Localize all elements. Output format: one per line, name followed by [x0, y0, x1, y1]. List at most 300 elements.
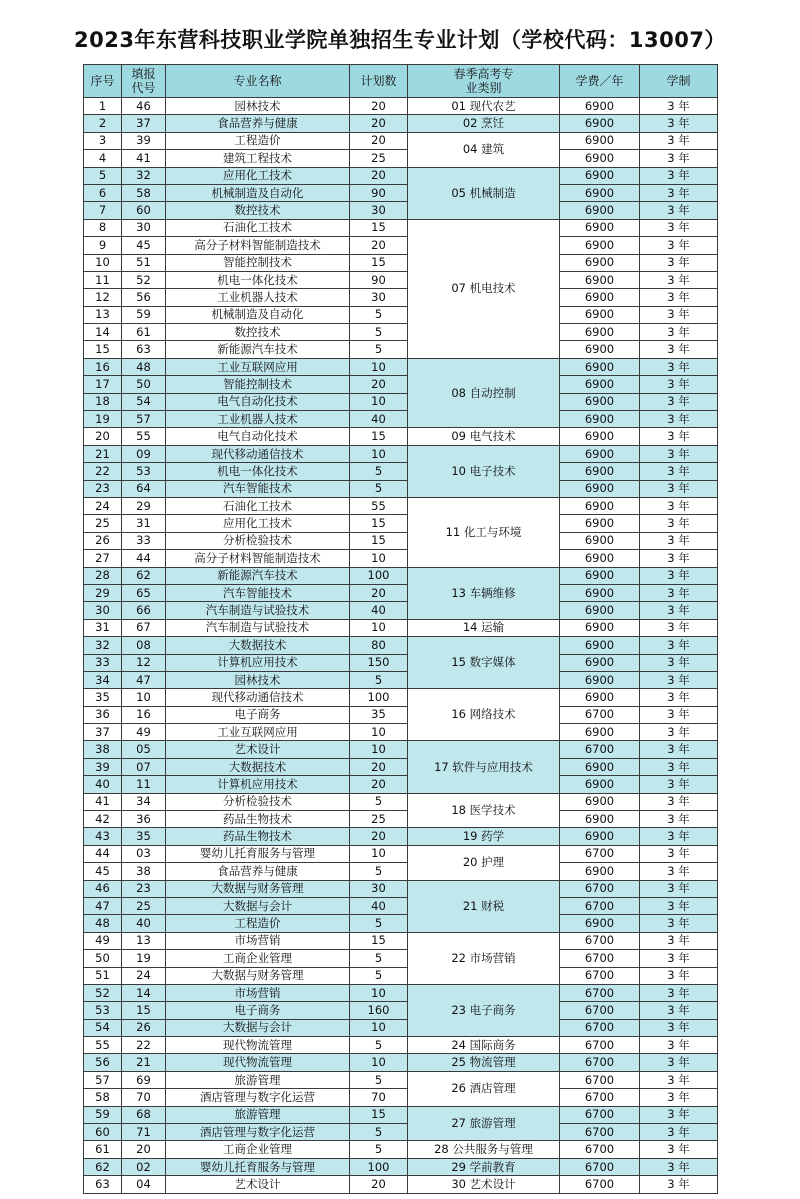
row-major: 大数据技术 — [166, 637, 350, 654]
row-duration: 3 年 — [640, 393, 718, 410]
row-plan-count: 5 — [350, 671, 408, 688]
row-duration: 3 年 — [640, 619, 718, 636]
row-category: 21 财税 — [408, 880, 560, 932]
table-row — [84, 532, 718, 549]
row-tuition: 6900 — [560, 863, 640, 880]
row-index: 4 — [84, 150, 122, 167]
row-tuition: 6700 — [560, 932, 640, 949]
row-category: 02 烹饪 — [408, 115, 560, 132]
row-tuition: 6900 — [560, 671, 640, 688]
row-index: 55 — [84, 1037, 122, 1054]
row-major: 石油化工技术 — [166, 497, 350, 514]
row-category: 26 酒店管理 — [408, 1071, 560, 1106]
row-tuition: 6900 — [560, 167, 640, 184]
row-plan-count: 5 — [350, 915, 408, 932]
row-index: 20 — [84, 428, 122, 445]
row-tuition: 6900 — [560, 828, 640, 845]
row-major: 应用化工技术 — [166, 167, 350, 184]
table-row — [84, 1141, 718, 1158]
row-major: 计算机应用技术 — [166, 776, 350, 793]
row-tuition: 6700 — [560, 1071, 640, 1088]
row-tuition: 6700 — [560, 1158, 640, 1175]
table-header-row — [84, 65, 718, 98]
row-code: 58 — [122, 184, 166, 201]
row-code: 44 — [122, 550, 166, 567]
row-plan-count: 10 — [350, 724, 408, 741]
row-duration: 3 年 — [640, 428, 718, 445]
row-code: 68 — [122, 1106, 166, 1123]
row-duration: 3 年 — [640, 950, 718, 967]
row-tuition: 6900 — [560, 567, 640, 584]
row-index: 10 — [84, 254, 122, 271]
row-plan-count: 15 — [350, 254, 408, 271]
row-duration: 3 年 — [640, 463, 718, 480]
row-duration: 3 年 — [640, 1158, 718, 1175]
row-plan-count: 5 — [350, 863, 408, 880]
table-row — [84, 1037, 718, 1054]
row-code: 62 — [122, 567, 166, 584]
row-major: 智能控制技术 — [166, 254, 350, 271]
row-duration: 3 年 — [640, 776, 718, 793]
row-category: 15 数字媒体 — [408, 637, 560, 689]
table-row — [84, 880, 718, 897]
row-category: 11 化工与环境 — [408, 497, 560, 567]
row-tuition: 6900 — [560, 358, 640, 375]
table-row — [84, 1124, 718, 1141]
row-code: 51 — [122, 254, 166, 271]
row-major: 市场营销 — [166, 984, 350, 1001]
row-duration: 3 年 — [640, 515, 718, 532]
row-duration: 3 年 — [640, 1124, 718, 1141]
row-plan-count: 5 — [350, 1141, 408, 1158]
row-major: 大数据技术 — [166, 758, 350, 775]
row-major: 大数据与财务管理 — [166, 967, 350, 984]
row-plan-count: 20 — [350, 584, 408, 601]
row-duration: 3 年 — [640, 724, 718, 741]
row-duration: 3 年 — [640, 584, 718, 601]
row-index: 7 — [84, 202, 122, 219]
row-plan-count: 5 — [350, 1071, 408, 1088]
row-index: 27 — [84, 550, 122, 567]
row-tuition: 6900 — [560, 324, 640, 341]
row-major: 酒店管理与数字化运营 — [166, 1089, 350, 1106]
row-tuition: 6900 — [560, 115, 640, 132]
row-major: 机械制造及自动化 — [166, 306, 350, 323]
table-row — [84, 950, 718, 967]
row-code: 20 — [122, 1141, 166, 1158]
row-tuition: 6900 — [560, 254, 640, 271]
row-major: 智能控制技术 — [166, 376, 350, 393]
row-index: 46 — [84, 880, 122, 897]
table-row — [84, 758, 718, 775]
table-body — [84, 98, 718, 1194]
row-code: 38 — [122, 863, 166, 880]
row-code: 50 — [122, 376, 166, 393]
row-index: 26 — [84, 532, 122, 549]
row-tuition: 6700 — [560, 1124, 640, 1141]
row-index: 45 — [84, 863, 122, 880]
header-major: 专业名称 — [166, 65, 350, 98]
row-code: 54 — [122, 393, 166, 410]
row-plan-count: 80 — [350, 637, 408, 654]
row-code: 05 — [122, 741, 166, 758]
row-tuition: 6900 — [560, 428, 640, 445]
row-category: 05 机械制造 — [408, 167, 560, 219]
row-duration: 3 年 — [640, 1176, 718, 1193]
row-duration: 3 年 — [640, 689, 718, 706]
row-category: 04 建筑 — [408, 132, 560, 167]
row-duration: 3 年 — [640, 880, 718, 897]
row-duration: 3 年 — [640, 741, 718, 758]
row-duration: 3 年 — [640, 115, 718, 132]
row-duration: 3 年 — [640, 1054, 718, 1071]
row-duration: 3 年 — [640, 532, 718, 549]
table-row — [84, 411, 718, 428]
table-row — [84, 167, 718, 184]
row-duration: 3 年 — [640, 150, 718, 167]
row-plan-count: 10 — [350, 393, 408, 410]
row-major: 工业机器人技术 — [166, 289, 350, 306]
row-major: 电气自动化技术 — [166, 428, 350, 445]
row-duration: 3 年 — [640, 202, 718, 219]
table-row — [84, 1054, 718, 1071]
row-major: 新能源汽车技术 — [166, 567, 350, 584]
row-major: 园林技术 — [166, 98, 350, 115]
row-code: 32 — [122, 167, 166, 184]
row-plan-count: 150 — [350, 654, 408, 671]
row-duration: 3 年 — [640, 254, 718, 271]
row-index: 44 — [84, 845, 122, 862]
row-duration: 3 年 — [640, 98, 718, 115]
row-code: 25 — [122, 897, 166, 914]
header-code-text: 填报代号 — [131, 67, 156, 95]
row-tuition: 6700 — [560, 1002, 640, 1019]
row-code: 65 — [122, 584, 166, 601]
table-row — [84, 915, 718, 932]
row-major: 食品营养与健康 — [166, 115, 350, 132]
row-category: 19 药学 — [408, 828, 560, 845]
row-plan-count: 90 — [350, 271, 408, 288]
row-duration: 3 年 — [640, 237, 718, 254]
row-duration: 3 年 — [640, 341, 718, 358]
row-major: 园林技术 — [166, 671, 350, 688]
table-row — [84, 811, 718, 828]
table-row — [84, 567, 718, 584]
table-row — [84, 1089, 718, 1106]
row-duration: 3 年 — [640, 132, 718, 149]
row-code: 41 — [122, 150, 166, 167]
row-duration: 3 年 — [640, 637, 718, 654]
table-row — [84, 497, 718, 514]
row-code: 21 — [122, 1054, 166, 1071]
row-plan-count: 5 — [350, 480, 408, 497]
row-plan-count: 35 — [350, 706, 408, 723]
row-tuition: 6900 — [560, 202, 640, 219]
row-plan-count: 20 — [350, 167, 408, 184]
row-duration: 3 年 — [640, 411, 718, 428]
row-major: 应用化工技术 — [166, 515, 350, 532]
row-duration: 3 年 — [640, 1089, 718, 1106]
table-row — [84, 637, 718, 654]
row-code: 71 — [122, 1124, 166, 1141]
row-major: 大数据与财务管理 — [166, 880, 350, 897]
row-tuition: 6900 — [560, 811, 640, 828]
row-code: 60 — [122, 202, 166, 219]
row-duration: 3 年 — [640, 1141, 718, 1158]
row-duration: 3 年 — [640, 671, 718, 688]
row-code: 49 — [122, 724, 166, 741]
table-row — [84, 271, 718, 288]
row-major: 汽车智能技术 — [166, 584, 350, 601]
row-category: 22 市场营销 — [408, 932, 560, 984]
row-index: 41 — [84, 793, 122, 810]
row-duration: 3 年 — [640, 1106, 718, 1123]
row-index: 53 — [84, 1002, 122, 1019]
row-tuition: 6900 — [560, 584, 640, 601]
row-category: 07 机电技术 — [408, 219, 560, 358]
row-index: 38 — [84, 741, 122, 758]
row-index: 33 — [84, 654, 122, 671]
row-plan-count: 10 — [350, 741, 408, 758]
row-index: 23 — [84, 480, 122, 497]
row-duration: 3 年 — [640, 1037, 718, 1054]
row-tuition: 6900 — [560, 532, 640, 549]
row-plan-count: 20 — [350, 376, 408, 393]
row-index: 3 — [84, 132, 122, 149]
header-category-text: 春季高考专业类别 — [453, 67, 514, 95]
row-code: 04 — [122, 1176, 166, 1193]
row-major: 婴幼儿托育服务与管理 — [166, 845, 350, 862]
table-row — [84, 1176, 718, 1193]
row-duration: 3 年 — [640, 932, 718, 949]
row-tuition: 6700 — [560, 1106, 640, 1123]
row-plan-count: 40 — [350, 602, 408, 619]
row-code: 31 — [122, 515, 166, 532]
row-plan-count: 100 — [350, 567, 408, 584]
row-plan-count: 20 — [350, 132, 408, 149]
row-category: 20 护理 — [408, 845, 560, 880]
row-major: 工商企业管理 — [166, 950, 350, 967]
table-row — [84, 776, 718, 793]
row-tuition: 6900 — [560, 724, 640, 741]
row-tuition: 6700 — [560, 741, 640, 758]
row-category: 08 自动控制 — [408, 358, 560, 428]
row-plan-count: 30 — [350, 880, 408, 897]
row-duration: 3 年 — [640, 1019, 718, 1036]
row-tuition: 6700 — [560, 880, 640, 897]
row-code: 19 — [122, 950, 166, 967]
table-row — [84, 1002, 718, 1019]
table-row — [84, 602, 718, 619]
row-index: 48 — [84, 915, 122, 932]
row-index: 58 — [84, 1089, 122, 1106]
row-tuition: 6900 — [560, 376, 640, 393]
table-row — [84, 115, 718, 132]
row-index: 29 — [84, 584, 122, 601]
row-index: 2 — [84, 115, 122, 132]
row-tuition: 6700 — [560, 1037, 640, 1054]
row-category: 14 运输 — [408, 619, 560, 636]
table-row — [84, 376, 718, 393]
row-tuition: 6900 — [560, 793, 640, 810]
row-code: 55 — [122, 428, 166, 445]
row-plan-count: 10 — [350, 845, 408, 862]
row-code: 22 — [122, 1037, 166, 1054]
row-major: 电子商务 — [166, 706, 350, 723]
row-index: 56 — [84, 1054, 122, 1071]
table-row — [84, 793, 718, 810]
row-major: 石油化工技术 — [166, 219, 350, 236]
row-tuition: 6900 — [560, 132, 640, 149]
row-major: 艺术设计 — [166, 741, 350, 758]
page-title: 2023年东营科技职业学院单独招生专业计划（学校代码：13007） — [73, 28, 726, 52]
row-major: 大数据与会计 — [166, 897, 350, 914]
row-index: 6 — [84, 184, 122, 201]
row-tuition: 6900 — [560, 271, 640, 288]
row-code: 15 — [122, 1002, 166, 1019]
row-plan-count: 30 — [350, 289, 408, 306]
row-plan-count: 10 — [350, 1054, 408, 1071]
row-code: 13 — [122, 932, 166, 949]
row-index: 43 — [84, 828, 122, 845]
row-plan-count: 20 — [350, 1176, 408, 1193]
row-category: 10 电子技术 — [408, 445, 560, 497]
table-row — [84, 619, 718, 636]
row-category: 30 艺术设计 — [408, 1176, 560, 1193]
row-duration: 3 年 — [640, 358, 718, 375]
row-tuition: 6900 — [560, 98, 640, 115]
row-duration: 3 年 — [640, 897, 718, 914]
row-plan-count: 55 — [350, 497, 408, 514]
row-major: 工程造价 — [166, 915, 350, 932]
row-major: 数控技术 — [166, 202, 350, 219]
row-code: 47 — [122, 671, 166, 688]
row-index: 31 — [84, 619, 122, 636]
row-tuition: 6900 — [560, 289, 640, 306]
row-duration: 3 年 — [640, 706, 718, 723]
row-major: 机电一体化技术 — [166, 271, 350, 288]
row-major: 汽车智能技术 — [166, 480, 350, 497]
row-tuition: 6900 — [560, 463, 640, 480]
row-plan-count: 20 — [350, 828, 408, 845]
row-duration: 3 年 — [640, 376, 718, 393]
row-code: 70 — [122, 1089, 166, 1106]
row-code: 14 — [122, 984, 166, 1001]
row-code: 35 — [122, 828, 166, 845]
table-row — [84, 306, 718, 323]
header-tuition: 学费／年 — [560, 65, 640, 98]
row-code: 36 — [122, 811, 166, 828]
table-row — [84, 237, 718, 254]
row-tuition: 6900 — [560, 619, 640, 636]
row-index: 57 — [84, 1071, 122, 1088]
row-duration: 3 年 — [640, 1002, 718, 1019]
row-index: 8 — [84, 219, 122, 236]
row-major: 电气自动化技术 — [166, 393, 350, 410]
row-tuition: 6700 — [560, 1141, 640, 1158]
row-major: 工程造价 — [166, 132, 350, 149]
table-row — [84, 741, 718, 758]
row-major: 分析检验技术 — [166, 793, 350, 810]
row-category: 01 现代农艺 — [408, 98, 560, 115]
row-plan-count: 15 — [350, 219, 408, 236]
row-index: 61 — [84, 1141, 122, 1158]
row-code: 30 — [122, 219, 166, 236]
table-row — [84, 428, 718, 445]
table-row — [84, 1071, 718, 1088]
table-row — [84, 984, 718, 1001]
row-index: 30 — [84, 602, 122, 619]
row-plan-count: 40 — [350, 897, 408, 914]
row-major: 药品生物技术 — [166, 811, 350, 828]
row-major: 现代物流管理 — [166, 1037, 350, 1054]
row-plan-count: 10 — [350, 1019, 408, 1036]
row-major: 大数据与会计 — [166, 1019, 350, 1036]
row-plan-count: 90 — [350, 184, 408, 201]
row-plan-count: 10 — [350, 550, 408, 567]
row-category: 23 电子商务 — [408, 984, 560, 1036]
row-duration: 3 年 — [640, 324, 718, 341]
row-major: 计算机应用技术 — [166, 654, 350, 671]
table-row — [84, 1158, 718, 1175]
row-tuition: 6700 — [560, 967, 640, 984]
row-plan-count: 10 — [350, 358, 408, 375]
row-tuition: 6900 — [560, 550, 640, 567]
row-plan-count: 15 — [350, 515, 408, 532]
row-code: 24 — [122, 967, 166, 984]
row-code: 46 — [122, 98, 166, 115]
table-row — [84, 1019, 718, 1036]
row-index: 24 — [84, 497, 122, 514]
table-row — [84, 706, 718, 723]
table-row — [84, 654, 718, 671]
row-index: 12 — [84, 289, 122, 306]
row-duration: 3 年 — [640, 289, 718, 306]
row-tuition: 6700 — [560, 950, 640, 967]
row-index: 40 — [84, 776, 122, 793]
table-row — [84, 445, 718, 462]
row-tuition: 6900 — [560, 184, 640, 201]
row-duration: 3 年 — [640, 811, 718, 828]
row-tuition: 6900 — [560, 237, 640, 254]
row-category: 13 车辆维修 — [408, 567, 560, 619]
header-category — [408, 65, 560, 98]
row-index: 22 — [84, 463, 122, 480]
row-index: 17 — [84, 376, 122, 393]
row-code: 59 — [122, 306, 166, 323]
row-tuition: 6900 — [560, 515, 640, 532]
row-code: 34 — [122, 793, 166, 810]
row-index: 52 — [84, 984, 122, 1001]
row-major: 食品营养与健康 — [166, 863, 350, 880]
row-index: 19 — [84, 411, 122, 428]
row-major: 汽车制造与试验技术 — [166, 602, 350, 619]
row-duration: 3 年 — [640, 1071, 718, 1088]
header-plan-count: 计划数 — [350, 65, 408, 98]
row-plan-count: 10 — [350, 445, 408, 462]
row-major: 现代移动通信技术 — [166, 689, 350, 706]
row-plan-count: 15 — [350, 428, 408, 445]
row-plan-count: 100 — [350, 689, 408, 706]
row-major: 分析检验技术 — [166, 532, 350, 549]
row-tuition: 6900 — [560, 637, 640, 654]
row-major: 旅游管理 — [166, 1071, 350, 1088]
table-row — [84, 897, 718, 914]
row-plan-count: 5 — [350, 967, 408, 984]
row-index: 42 — [84, 811, 122, 828]
row-tuition: 6700 — [560, 1176, 640, 1193]
row-code: 45 — [122, 237, 166, 254]
